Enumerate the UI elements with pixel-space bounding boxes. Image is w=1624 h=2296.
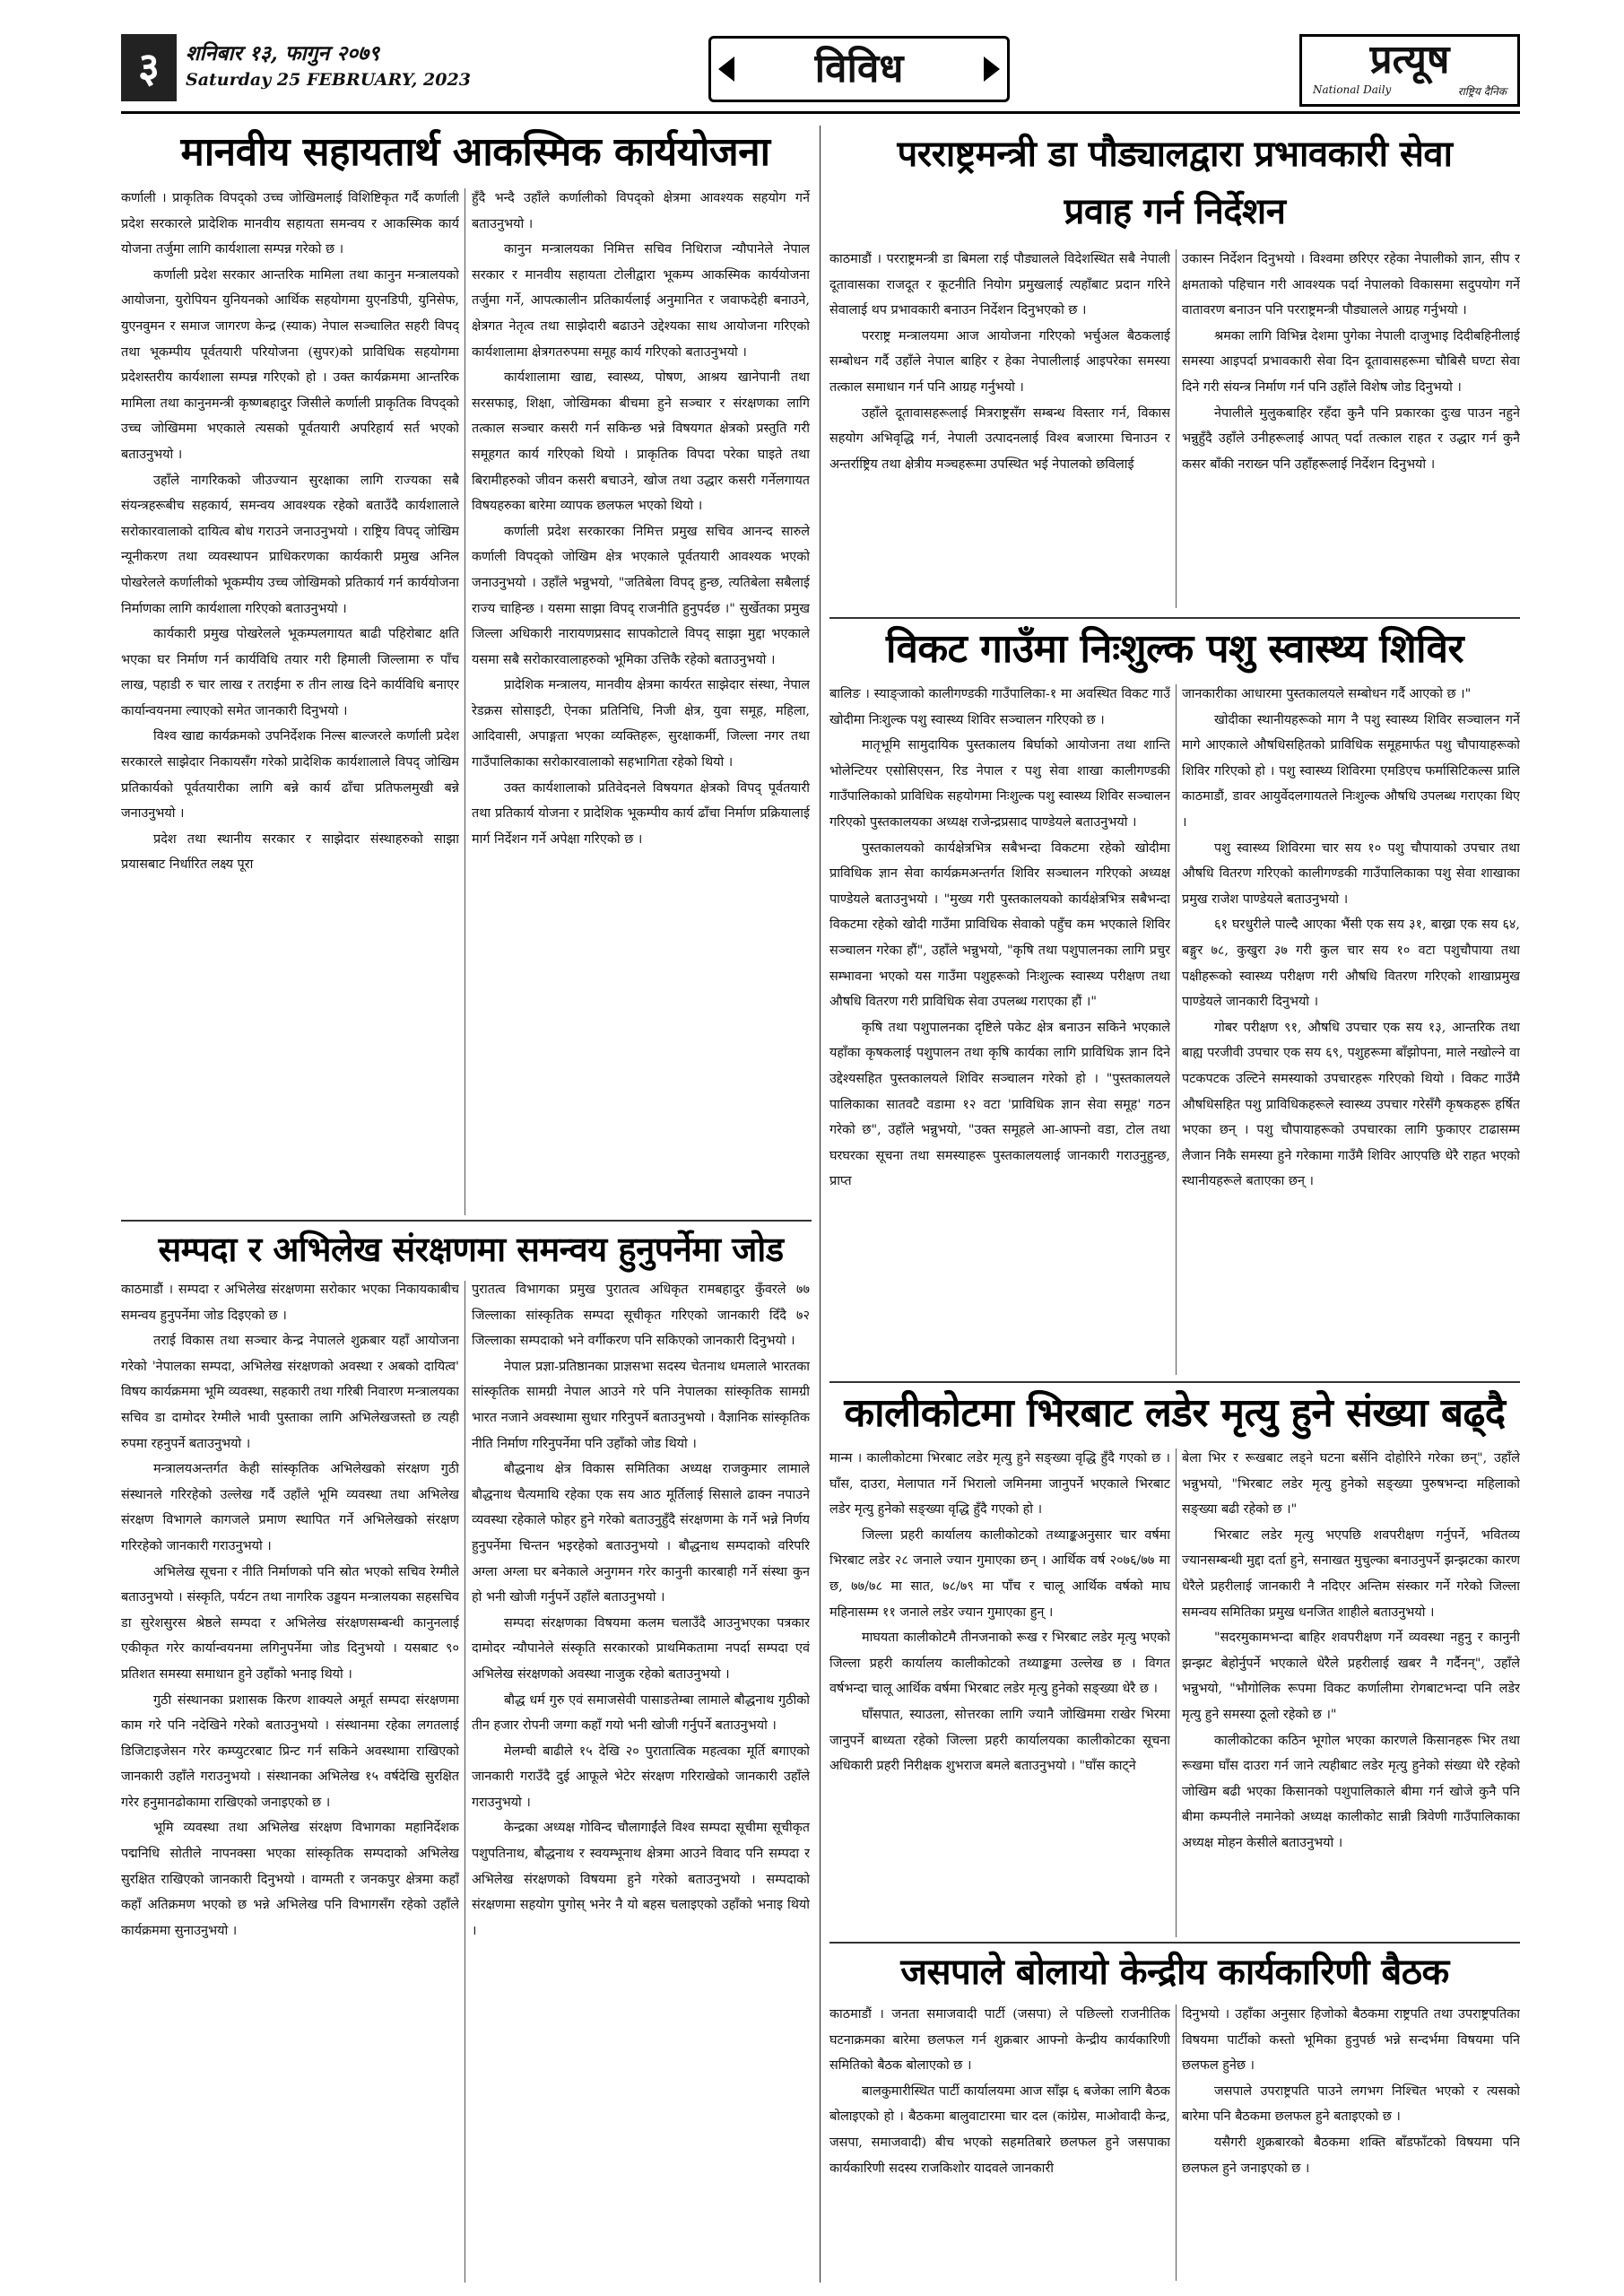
paragraph: काठमाडौं । सम्पदा र अभिलेख संरक्षणमा सरोकार भएका निकायकाबीच समन्वय हुनुपर्नेमा जोड दिइएको छ । [121, 1283, 459, 1323]
section-label: विविध [814, 46, 904, 91]
arrow-left-icon [718, 57, 734, 82]
paragraph: मेलम्ची बाढीले १५ देखि २० पुरातात्विक महत्वका मूर्ति बगाएको जानकारी गराउँदै दुई आफूले भेटेर संरक्षण गरिराखेको जानकारी उहाँले गराउनुभयो । [472, 1744, 810, 1810]
issue-date [186, 38, 471, 90]
paragraph: खोदीका स्थानीयहरूको माग नै पशु स्वास्थ्य शिविर सञ्चालन गर्ने मागे आएकाले औषधिसहितको प्राविधिक समूहमार्फत पशु चौपायाहरूको शिविर गरिएको हो । पशु स्वास्थ्य शिविरमा एमडिएच फर्मासिटिकल्स प्रालि काठमाडौं, डावर आयुर्वेदलगायतले निःशुल्क औषधि उपलब्ध गराएका थिए । [1182, 712, 1520, 830]
paragraph: जसपाले उपराष्ट्रपति पाउने लगभग निश्चित भएको र त्यसको बारेमा पनि बैठकमा छलफल हुने बताइएको छ । [1182, 2083, 1520, 2125]
column-divider [1176, 249, 1177, 608]
paragraph: उहाँले नागरिकको जीउज्यान सुरक्षाका लागि राज्यका सबै संयन्त्रहरूबीच सहकार्य, समन्वय आवश्यक रहेको बताउँदै कार्यशालाले सरोकारवालाको दायित्व बोध गराउने जनाउनुभयो । राष्ट्रिय विपद् जोखिम न्यूनीकरण तथा व्यवस्थापन प्राधिकरणका कार्यकारी प्रमुख अनिल पोखरेलले कर्णालीको भूकम्पीय उच्च जोखिमको प्रतिकार्य गर्न कार्ययोजना निर्माणका लागि कार्यशाला गरिएको बताउनुभयो । [121, 473, 459, 616]
paragraph: कर्णाली प्रदेश सरकारका निमित्त प्रमुख सचिव आनन्द सारुले कर्णाली विपद्को जोखिम क्षेत्र भएकाले पूर्वतयारी आवश्यक भएको जनाउनुभयो । उहाँले भन्नुभयो, "जतिबेला विपद् हुन्छ, त्यतिबेला सबैलाई राज्य चाहिन्छ । यसमा साझा विपद् राजनीति हुनुपर्दछ ।" सुर्खेतका प्रमुख जिल्ला अधिकारी नारायणप्रसाद सापकोटाले विपद् साझा मुद्दा भएकाले यसमा सबै सरोकारवालाहरुको भूमिका उत्तिकै रहेको बताउनुभयो । [472, 524, 810, 667]
logo-subtitle-left: National Daily [1313, 83, 1392, 96]
logo-subtitle-right: राष्ट्रिय दैनिक [1457, 85, 1507, 98]
newspaper-logo [1299, 34, 1520, 107]
article-column [121, 186, 459, 1215]
article-separator [829, 1381, 1520, 1383]
paragraph: यसैगरी शुक्रबारको बैठकमा शक्ति बाँडफाँटको विषयमा पनि छलफल हुने जनाइएको छ । [1182, 2135, 1520, 2176]
date-english: Saturday 25 FEBRUARY, 2023 [186, 70, 471, 90]
paragraph: प्रादेशिक मन्त्रालय, मानवीय क्षेत्रमा कार्यरत साझेदार संस्था, नेपाल रेडक्रस सोसाइटी, ऐनका प्रतिनिधि, निजी क्षेत्र, युवा समूह, महिला, आदिवासी, अपाङ्गता भएका व्यक्तिहरू, सुरक्षाकर्मी, जिल्ला नगर तथा गाउँपालिकाका सरोकारवालाको सहभागिता रहेको थियो । [472, 678, 810, 770]
article-column [472, 186, 810, 1215]
paragraph: गुठी संस्थानका प्रशासक किरण शाक्यले अमूर्त सम्पदा संरक्षणमा काम गरे पनि नदेखिने गरेको बताउनुभयो । संस्थानमा रहेका लगतलाई डिजिटाइजेसन गरेर कम्प्युटरबाट प्रिन्ट गर्न सकिने अवस्थामा राखिएको जानकारी उहाँले गराउनुभयो । संस्थानका अभिलेख १५ वर्षदेखि सुरक्षित गरेर हनुमानढोकामा राखिएको जनाइएको छ । [121, 1692, 459, 1810]
paragraph: कार्यशालामा खाद्य, स्वास्थ्य, पोषण, आश्रय खानेपानी तथा सरसफाइ, शिक्षा, जोखिमका बीचमा हुने सञ्चार र संरक्षणका लागि तत्काल सञ्चार कसरी गर्न सकिन्छ भन्ने विषयगत क्षेत्रको प्रस्तुति गरी समूहगत कार्य गरिएको थियो । प्राकृतिक विपदा परेका घाइते तथा बिरामीहरुको जीवन कसरी बचाउने, खोज तथा उद्धार कसरी गर्नेलगायत विषयहरुका बारेमा व्यापक छलफल भएको थियो । [472, 370, 810, 514]
paragraph: नेपालीले मुलुकबाहिर रहँदा कुनै पनि प्रकारका दुःख पाउन नहुने भन्नुहुँदै उहाँले उनीहरूलाई आपत् पर्दा तत्काल राहत र उद्धार गर्न कुनै कसर बाँकी नराख्न पनि उहाँहरूलाई निर्देशन दिनुभयो । [1182, 405, 1520, 472]
article-separator [829, 617, 1520, 619]
paragraph: कार्यकारी प्रमुख पोखरेलले भूकम्पलगायत बाढी पहिरोबाट क्षति भएका घर निर्माण गर्न कार्यविधि तयार गरी हिमाली जिल्लामा रु पाँच लाख, पहाडी रु चार लाख र तराईमा रु तीन लाख दिने कार्यविधि बनाएर कार्यान्वयनमा ल्याएको समेत जानकारी दिनुभयो । [121, 627, 459, 718]
section-title [708, 36, 1010, 102]
paragraph: घाँसपात, स्याउला, सोत्तरका लागि ज्यानै जोखिममा राखेर भिरमा जानुपर्ने बाध्यता रहेको जिल्ला प्रहरी कार्यालयका कालीकोटका सूचना अधिकारी प्रहरी निरीक्षक शुभराज बमले बताउनुभयो । "घाँस काट्ने [829, 1707, 1170, 1774]
article-column [1182, 1446, 1520, 1939]
paragraph: बालकुमारीस्थित पार्टी कार्यालयमा आज साँझ ६ बजेका लागि बैठक बोलाइएको हो । बैठकमा बालुवाटारमा चार दल (कांग्रेस, माओवादी केन्द्र, जसपा, समाजवादी) बीच भएको सहमतिबारे छलफल हुने जसपाका कार्यकारिणी सदस्य राजकिशोर यादवले जानकारी [829, 2083, 1170, 2176]
paragraph: जानकारीका आधारमा पुस्तकालयले सम्बोधन गर्दै आएको छ ।" [1182, 687, 1472, 701]
header-rule [121, 111, 1520, 114]
paragraph: काठमाडौं । परराष्ट्रमन्त्री डा बिमला राई पौड्यालले विदेशस्थित सबै नेपाली दूतावासका राजदूत र कूटनीति नियोग प्रमुखलाई त्यहाँबाट प्रदान गरिने सेवालाई थप प्रभावकारी बनाउन निर्देशन दिनुभएको छ । [829, 252, 1170, 318]
paragraph: तराई विकास तथा सञ्चार केन्द्र नेपालले शुक्रबार यहाँ आयोजना गरेको 'नेपालका सम्पदा, अभिलेख संरक्षणको अवस्था र अबको दायित्व' विषय कार्यक्रममा भूमि व्यवस्था, सहकारी तथा गरिबी निवारण मन्त्रालयका सचिव डा दामोदर रेग्मीले भावी पुस्ताका लागि अभिलेखजस्तो छ त्यही रुपमा रहनुपर्ने बताउनुभयो । [121, 1334, 459, 1451]
article-column [472, 1277, 810, 2283]
paragraph: कृषि तथा पशुपालनका दृष्टिले पकेट क्षेत्र बनाउन सकिने भएकाले यहाँका कृषकलाई पशुपालन तथा कृषि कार्यका लागि प्राविधिक ज्ञान दिने उद्देश्यसहित पुस्तकालयले शिविर सञ्चालन गरेको हो । "पुस्तकालयले पालिकाका सातवटै वडामा १२ वटा 'प्राविधिक ज्ञान सेवा समूह' गठन गरेको छ", उहाँले भन्नुभयो, "उक्त समूहले आ-आफ्नो वडा, टोल तथा घरघरका सूचना तथा समस्याहरू पुस्तकालयलाई जानकारी गराउनुहुन्छ, प्राप्त [829, 1020, 1170, 1189]
column-divider [1176, 1448, 1177, 1937]
article-column [829, 1446, 1170, 1939]
article-headline: सम्पदा र अभिलेख संरक्षणमा समन्वय हुनुपर्नेमा जोड [158, 1230, 784, 1269]
logo-name: प्रत्यूष [1369, 37, 1450, 83]
paragraph: हुँदै भन्दै उहाँले कर्णालीको विपद्को क्षेत्रमा आवश्यक सहयोग गर्ने बताउनुभयो । [472, 191, 810, 231]
paragraph: मन्त्रालयअन्तर्गत केही सांस्कृतिक अभिलेखको संरक्षण गुठी संस्थानले गरिरहेको उल्लेख गर्दै उहाँले भूमि व्यवस्था तथा अभिलेख संरक्षण विभागले कागजले प्रमाण स्थापित गर्ने अभिलेखको संरक्षण गरिरहेको जानकारी गराउनुभयो । [121, 1462, 459, 1553]
paragraph: गोबर परीक्षण ९१, औषधि उपचार एक सय १३, आन्तरिक तथा बाह्य परजीवी उपचार एक सय ६९, पशुहरूमा बाँझोपना, माले नखोल्ने वा पटकपटक उल्टिने समस्याको उपचारहरू गरिएको थियो । विकट गाउँमै औषधिसहित पशु प्राविधिकहरूले स्वास्थ्य उपचार गरेसँगै कृषकहरू हर्षित भएका छन् । पशु चौपायाहरूको उपचारका लागि फुकाएर टाढासम्म लैजान निकै समस्या हुने गरेकामा गाउँमै शिविर आएपछि धेरै राहत भएको स्थानीयहरूले बताएका छन् । [1182, 1020, 1520, 1189]
article-headline [829, 126, 1520, 240]
article-column [1182, 2002, 1520, 2283]
paragraph: प्रदेश तथा स्थानीय सरकार र साझेदार संस्थाहरुको साझा प्रयासबाट निर्धारित लक्ष्य पूरा [121, 831, 459, 873]
article-column [1182, 247, 1520, 610]
article-column [121, 1277, 459, 2283]
page-number: ३ [121, 34, 177, 101]
paragraph: पुस्तकालयको कार्यक्षेत्रभित्र सबैभन्दा विकटमा रहेको खोदीमा प्राविधिक ज्ञान सेवा कार्यक्रमअन्तर्गत शिविर सञ्चालन गरिएको अध्यक्ष पाण्डेयले बताउनुभयो । "मुख्य गरी पुस्तकालयको कार्यक्षेत्रभित्र सबैभन्दा विकटमा रहेको खोदी गाउँमा प्राविधिक सेवाको पहुँच कम भएकाले शिविर सञ्चालन गरेका हौं", उहाँले भन्नुभयो, "कृषि तथा पशुपालनका लागि प्रचुर सम्भावना भएको यस गाउँमा पशुहरूको निःशुल्क स्वास्थ्य परीक्षण तथा औषधि वितरण गरी प्राविधिक सेवा उपलब्ध गराएका हौं ।" [829, 840, 1170, 1010]
article-column [829, 682, 1170, 1377]
arrow-right-icon [984, 57, 1000, 82]
paragraph: जिल्ला प्रहरी कार्यालय कालीकोटको तथ्याङ्कअनुसार चार वर्षमा भिरबाट लडेर २८ जनाले ज्यान गुमाएका छन् । आर्थिक वर्ष २०७६/७७ मा छ, ७७/७८ मा सात, ७८/७९ मा पाँच र चालू आर्थिक वर्षको माघ महिनासम्म ११ जनाले लडेर ज्यान गुमाएका हुन् । [829, 1527, 1170, 1620]
paragraph: काठमाडौं । जनता समाजवादी पार्टी (जसपा) ले पछिल्लो राजनीतिक घटनाक्रमका बारेमा छलफल गर्न शुक्रबार आफ्नो केन्द्रीय कार्यकारिणी समितिको बैठक बोलाएको छ । [829, 2007, 1170, 2074]
page-divider [820, 126, 821, 2283]
paragraph: पशु स्वास्थ्य शिविरमा चार सय १० पशु चौपायाको उपचार तथा औषधि वितरण गरिएको कालीगण्डकी गाउँपालिकाका पशु सेवा शाखाका प्रमुख राजेश पाण्डेयले बताउनुभयो । [1182, 840, 1520, 907]
article-headline: मानवीय सहायतार्थ आकस्मिक कार्ययोजना [180, 129, 770, 175]
paragraph: कालीकोटका कठिन भूगोल भएका कारणले किसानहरू भिर तथा रूखमा घाँस दाउरा गर्न जाने त्यहीबाट लडेर मृत्यु हुनेको संख्या धेरै रहेको जोखिम बढी भएका किसानको पशुपालिकाले बीमा गर्न खोजे कुनै पनि बीमा कम्पनीले नमानेको अध्यक्ष कालीकोट सान्नी त्रिवेणी गाउँपालिकाका अध्यक्ष मोहन केसीले बताउनुभयो । [1182, 1733, 1520, 1850]
paragraph: उहाँले दूतावासहरूलाई मित्रराष्ट्रसँग सम्बन्ध विस्तार गर्न, विकास सहयोग अभिवृद्धि गर्न, नेपाली उत्पादनलाई विश्व बजारमा चिनाउन र अन्तर्राष्ट्रिय तथा क्षेत्रीय मञ्चहरूमा उपस्थित भई नेपालको छविलाई [829, 405, 1170, 472]
paragraph: बालिङ । स्याङ्जाको कालीगण्डकी गाउँपालिका-१ मा अवस्थित विकट गाउँ खोदीमा निःशुल्क पशु स्वास्थ्य शिविर सञ्चालन गरिएको छ । [829, 687, 1170, 727]
article-headline: जसपाले बोलायो केन्द्रीय कार्यकारिणी बैठक [900, 1952, 1449, 1993]
column-divider [1176, 2005, 1177, 2281]
paragraph: परराष्ट्र मन्त्रालयमा आज आयोजना गरिएको भर्चुअल बैठकलाई सम्बोधन गर्दै उहाँले नेपाल बाहिर र हेका नेपालीलाई आइपरेका समस्या तत्काल समाधान गर्न पनि आग्रह गर्नुभयो । [829, 328, 1170, 395]
paragraph: अभिलेख सूचना र नीति निर्माणको पनि स्रोत भएको सचिव रेग्मीले बताउनुभयो । संस्कृति, पर्यटन तथा नागरिक उड्डयन मन्त्रालयका सहसचिव डा सुरेशसुरस श्रेष्ठले सम्पदा र अभिलेख संरक्षणसम्बन्धी कानुनलाई एकीकृत गरेर कार्यान्वयनमा लगिनुपर्नेमा जोड दिनुभयो । यसबाट ९० प्रतिशत समस्या समाधान हुने उहाँको भनाइ थियो । [121, 1564, 459, 1682]
article-column [829, 247, 1170, 610]
paragraph: मान्म । कालीकोटमा भिरबाट लडेर मृत्यु हुने सङ्ख्या वृद्धि हुँदै गएको छ । घाँस, दाउरा, मेलापात गर्ने भिरालो जमिनमा जानुपर्ने भएकाले भिरबाट लडेर मृत्यु हुनेको सङ्ख्या वृद्धि हुँदै गएको हो । [829, 1451, 1170, 1518]
paragraph: ६१ घरधुरीले पाल्दै आएका भैंसी एक सय ३१, बाख्रा एक सय ६४, बङ्गुर ७८, कुखुरा ३७ गरी कुल चार सय १० वटा पशुचौपाया तथा पक्षीहरूको स्वास्थ्य परीक्षण गरी औषधि वितरण गरिएको शाखाप्रमुख पाण्डेयले जानकारी दिनुभयो । [1182, 918, 1520, 1010]
paragraph: माघयता कालीकोटमै तीनजनाको रूख र भिरबाट लडेर मृत्यु भएको जिल्ला प्रहरी कार्यालय कालीकोटको तथ्याङ्कमा उल्लेख छ । विगत वर्षभन्दा चालू आर्थिक वर्षमा भिरबाट लडेर मृत्यु हुनेको सङ्ख्या धेरै छ । [829, 1631, 1170, 1697]
paragraph: कानुन मन्त्रालयका निमित्त सचिव निधिराज न्यौपानेले नेपाल सरकार र मानवीय सहायता टोलीद्वारा भूकम्प आकस्मिक कार्ययोजना तर्जुमा गर्ने, आपत्कालीन प्रतिकार्यलाई अनुमानित र जवाफदेही बनाउने, क्षेत्रगत नेतृत्व तथा साझेदारी बढाउने उद्देश्यका साथ आयोजना गरिएको कार्यशालामा क्षेत्रगतरुपमा समूह कार्य गरिएको बताउनुभयो । [472, 242, 810, 360]
paragraph: मातृभूमि सामुदायिक पुस्तकालय बिर्घाको आयोजना तथा शान्ति भोलेन्टियर एसोसिएसन, रिड नेपाल र पशु सेवा शाखा कालीगण्डकी गाउँपालिकाको प्राविधिक सहयोगमा निःशुल्क पशु स्वास्थ्य शिविर सञ्चालन गरिएको पुस्तकालयका अध्यक्ष राजेन्द्रप्रसाद पाण्डेयले बताउनुभयो । [829, 738, 1170, 830]
headline-line2: प्रवाह गर्न निर्देशन [1064, 191, 1286, 232]
paragraph: भूमि व्यवस्था तथा अभिलेख संरक्षण विभागका महानिर्देशक पद्मनिधि सोतीले नापनक्सा भएका सांस्कृतिक सम्पदाको अभिलेख सुरक्षित राखिएको जानकारी दिनुभयो । वाग्मती र जनकपुर क्षेत्रमा कहाँ कहाँ अतिक्रमण भएको छ भन्ने अभिलेख पनि विभागसँग रहेको उहाँले कार्यक्रममा सुनाउनुभयो । [121, 1821, 459, 1938]
date-nepali: शनिबार १३, फागुन २०७९ [186, 41, 380, 65]
paragraph: "सदरमुकामभन्दा बाहिर शवपरीक्षण गर्ने व्यवस्था नहुनु र कानुनी झन्झट बेहोर्नुपर्ने भएकाले धेरैले प्रहरीलाई खबर नै गर्दैनन्", उहाँले भन्नुभयो, "भौगोलिक रूपमा विकट कर्णालीमा रोगबाटभन्दा पनि लडेर मृत्यु हुने समस्या ठूलो रहेको छ ।" [1182, 1631, 1520, 1722]
article-headline: कालीकोटमा भिरबाट लडेर मृत्यु हुने संख्या बढ्दै [844, 1390, 1506, 1436]
article-column [829, 2002, 1170, 2283]
paragraph: बेला भिर र रूखबाट लड्ने घटना बर्सेनि दोहोरिने गरेका छन्", उहाँले भन्नुभयो, "भिरबाट लडेर मृत्यु हुनेको सङ्ख्या पुरुषभन्दा महिलाको सङ्ख्या बढी रहेको छ ।" [1182, 1451, 1520, 1518]
paragraph: श्रमका लागि विभिन्न देशमा पुगेका नेपाली दाजुभाइ दिदीबहिनीलाई समस्या आइपर्दा प्रभावकारी सेवा दिन दूतावासहरूमा चौबिसै घण्टा सेवा दिने गरी संयन्त्र निर्माण गर्न पनि उहाँले विशेष जोड दिनुभयो । [1182, 328, 1520, 395]
paragraph: केन्द्रका अध्यक्ष गोविन्द चौलागाईंले विश्व सम्पदा सूचीमा सूचीकृत पशुपतिनाथ, बौद्धनाथ र स्वयम्भूनाथ क्षेत्रमा आउने विवाद पनि सम्पदा र अभिलेख संरक्षणको विषयमा हुने गरेको बताउनुभयो । सम्पदाको संरक्षणमा सहयोग पुगोस् भनेर नै यो बहस चलाइएको उहाँको भनाइ थियो । [472, 1821, 810, 1938]
headline-line1: परराष्ट्रमन्त्री डा पौड्यालद्वारा प्रभावकारी सेवा [897, 134, 1453, 175]
paragraph: उक्त कार्यशालाको प्रतिवेदनले विषयगत क्षेत्रको विपद् पूर्वतयारी तथा प्रतिकार्य योजना र प्रादेशिक भूकम्पीय कार्य ढाँचा निर्माण प्रक्रियालाई मार्ग निर्देशन गर्ने अपेक्षा गरिएको छ । [472, 780, 810, 847]
article-column [1182, 682, 1520, 1377]
paragraph: भिरबाट लडेर मृत्यु भएपछि शवपरीक्षण गर्नुपर्ने, भवितव्य ज्यानसम्बन्धी मुद्दा दर्ता हुने, सनाखत मुचुल्का बनाउनुपर्ने झन्झटका कारण धेरैले प्रहरीलाई जानकारी नै नदिएर अन्तिम संस्कार गर्ने गरेको जिल्ला समन्वय समितिका प्रमुख धनजित शाहीले बताउनुभयो । [1182, 1527, 1520, 1620]
column-divider [1176, 684, 1177, 1375]
paragraph: बौद्धनाथ क्षेत्र विकास समितिका अध्यक्ष राजकुमार लामाले बौद्धनाथ चैत्यमाथि रहेका एक सय आठ मूर्तिलाई सिसाले ढाक्न नपाउने व्यवस्था रहेकाले फोहर हुने गरेको बताउनुहुँदै संरक्षणमा के गर्ने भन्ने निर्णय हुनुपर्नेमा चिन्तन भइरहेको बताउनुभयो । बौद्धनाथ सम्पदाको वरिपरि अग्ला अग्ला घर बनेकाले अनुगमन गरेर कानुनी कारबाही गर्ने संस्था कुन हो भनी खोजी गर्नुपर्ने उहाँले बताउनुभयो । [472, 1462, 810, 1605]
masthead [121, 34, 1520, 106]
paragraph: उकास्न निर्देशन दिनुभयो । विश्वमा छरिएर रहेका नेपालीको ज्ञान, सीप र क्षमताको पहिचान गरी आवश्यक पर्दा नेपालको विकासमा सदुपयोग गर्ने वातावरण बनाउन पनि परराष्ट्रमन्त्री पौड्यालले आग्रह गर्नुभयो । [1182, 252, 1520, 318]
paragraph: विश्व खाद्य कार्यक्रमको उपनिर्देशक निल्स बाल्जरले कर्णाली प्रदेश सरकारले साझेदार निकायसँग गरेको प्रादेशिक कार्यशालाले विपद् जोखिम प्रतिकार्यको पूर्वतयारीका लागि बन्ने कार्य ढाँचा प्रतिफलमुखी बन्ने जनाउनुभयो । [121, 729, 459, 822]
paragraph: कर्णाली प्रदेश सरकार आन्तरिक मामिला तथा कानुन मन्त्रालयको आयोजना, युरोपियन युनियनको आर्थिक सहयोगमा युएनडिपी, युनिसेफ, युएनवुमन र समाज जागरण केन्द्र (स्याक) नेपाल सञ्चालित सहरी विपद् तथा भूकम्पीय पूर्वतयारी परियोजना (सुपर)को प्राविधिक सहयोगमा प्रदेशस्तरीय कार्यशाला सम्पन्न गरिएको हो । उक्त कार्यक्रममा आन्तरिक मामिला तथा कानुनमन्त्री कृष्णबहादुर जिसीले कर्णाली प्राकृतिक विपद्को उच्च जोखिममा भएकाले त्यसको पूर्वतयारी अपरिहार्य सर्त भएको बताउनुभयो । [121, 267, 459, 462]
paragraph: नेपाल प्रज्ञा-प्रतिष्ठानका प्राज्ञसभा सदस्य चेतनाथ धमलाले भारतका सांस्कृतिक सामग्री नेपाल आउने गरे पनि नेपालका सांस्कृतिक सामग्री भारत नजाने अवस्थामा सुधार गरिनुपर्ने बताउनुभयो । वैज्ञानिक सांस्कृतिक नीति निर्माण गरिनुपर्नेमा पनि उहाँको जोड थियो । [472, 1359, 810, 1451]
paragraph: कर्णाली । प्राकृतिक विपद्को उच्च जोखिमलाई विशिष्टिकृत गर्दै कर्णाली प्रदेश सरकारले प्रादेशिक मानवीय सहायता समन्वय र आकस्मिक कार्य योजना तर्जुमा लागि कार्यशाला सम्पन्न गरेको छ । [121, 191, 459, 257]
article-headline: विकट गाउँमा निःशुल्क पशु स्वास्थ्य शिविर [886, 626, 1463, 672]
paragraph: बौद्ध धर्म गुरु एवं समाजसेवी पासाङतेम्बा लामाले बौद्धनाथ गुठीको तीन हजार रोपनी जग्गा कहाँ गयो भनी खोजी गर्नुपर्ने बताउनुभयो । [472, 1692, 810, 1734]
paragraph: दिनुभयो । उहाँका अनुसार हिजोको बैठकमा राष्ट्रपति तथा उपराष्ट्रपतिका विषयमा पार्टीको कस्तो भूमिका हुनुपर्छ भन्ने सन्दर्भमा विषयमा पनि छलफल हुनेछ । [1182, 2007, 1520, 2074]
paragraph: पुरातत्व विभागका प्रमुख पुरातत्व अधिकृत रामबहादुर कुँवरले ७७ जिल्लाका सांस्कृतिक सम्पदा सूचीकृत गरिएको जानकारी दिँदै ७२ जिल्लाका सम्पदाको भने वर्गीकरण पनि सकिएको जानकारी दिनुभयो । [472, 1283, 810, 1349]
article-separator [121, 1220, 812, 1222]
article-separator [829, 1942, 1520, 1944]
paragraph: सम्पदा संरक्षणका विषयमा कलम चलाउँदै आउनुभएका पत्रकार दामोदर न्यौपानेले संस्कृति सरकारको प्राथमिकतामा नपर्दा सम्पदा एवं अभिलेख संरक्षणको अवस्था नाजुक रहेको बताउनुभयो । [472, 1615, 810, 1682]
